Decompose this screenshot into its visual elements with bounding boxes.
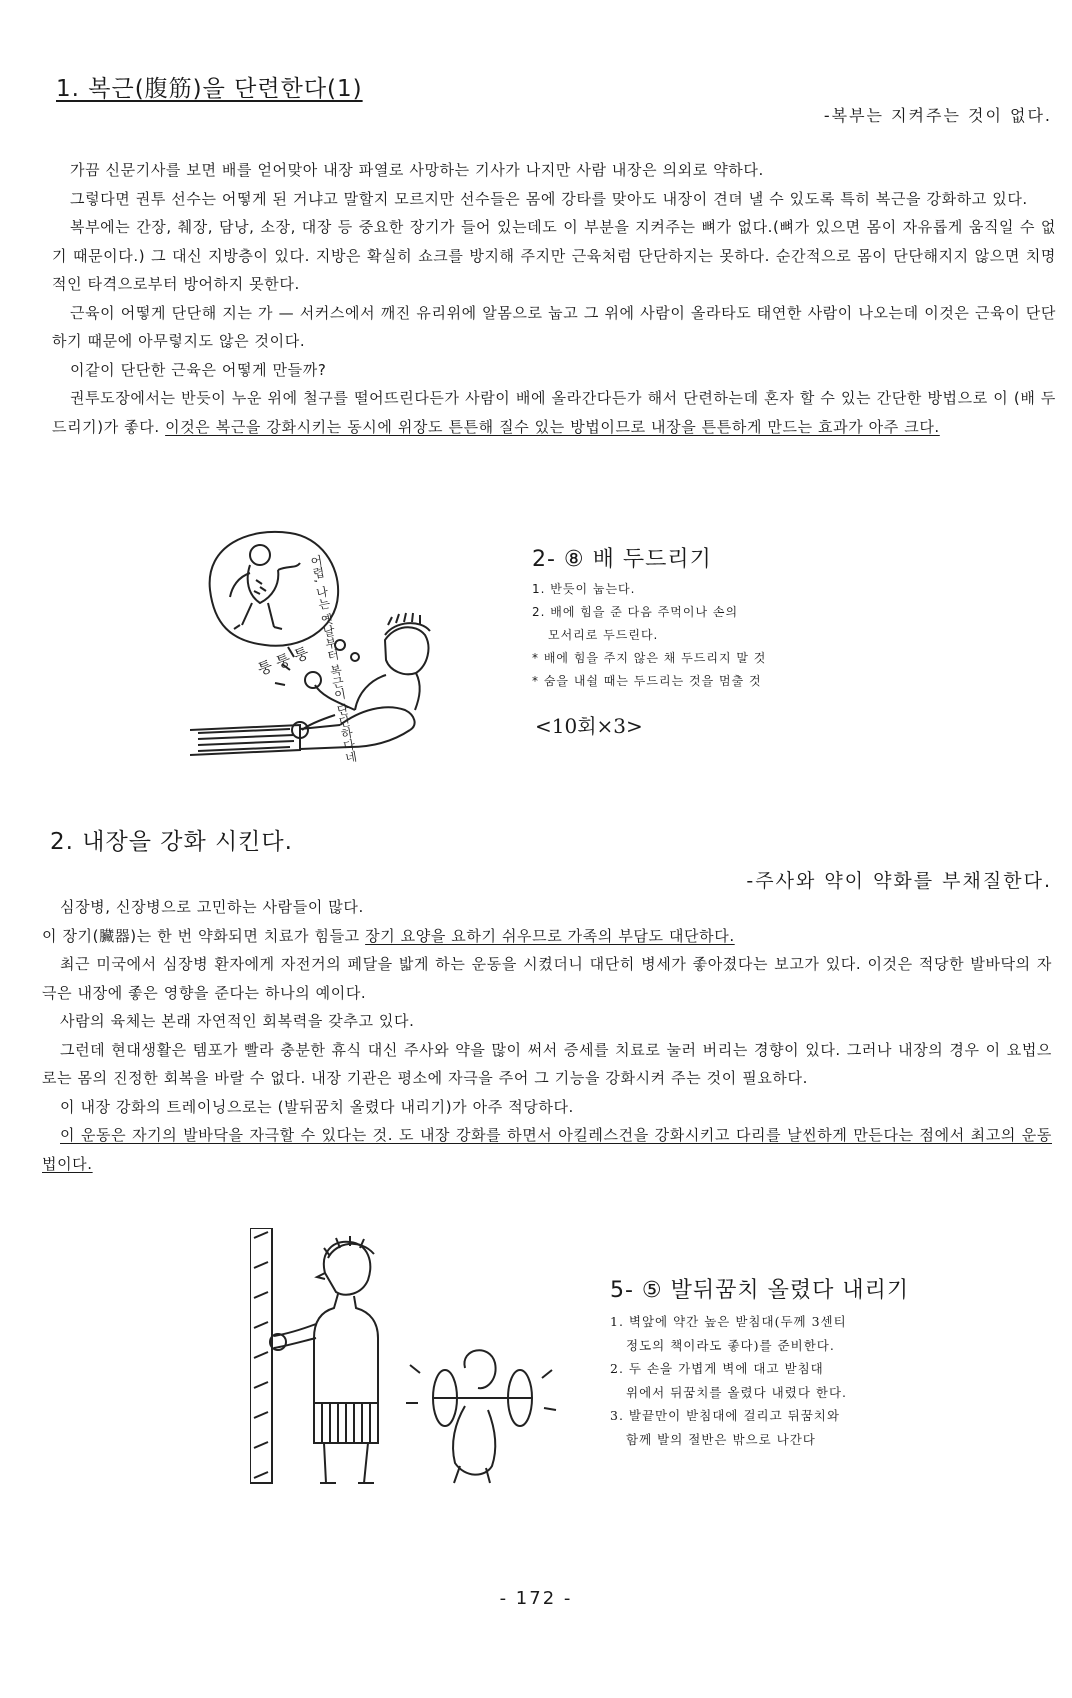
step: 3. 발끝만이 받침대에 걸리고 뒤꿈치와 (610, 1408, 840, 1423)
step: 함께 발의 절반은 밖으로 나간다 (626, 1431, 816, 1447)
paragraph: 그런데 현대생활은 템포가 빨라 충분한 휴식 대신 주사와 약을 많이 써서 증세를 치료로 눌러 버리는 경향이 있다. 그러나 내장의 경우 이 요법으로는 몸의 진정한 회복을 바랄 수 없다. 내장 기관은 평소에 자극을 주어 그 기능을 강화시켜 주는 것이 필요하다. (42, 1040, 1052, 1087)
paragraph: 그렇다면 권투 선수는 어떻게 된 거냐고 말할지 모르지만 선수들은 몸에 강타를 맞아도 내장이 견뎌 낼 수 있도록 특히 복근을 강화하고 있다. (70, 189, 1028, 208)
paragraph: 심장병, 신장병으로 고민하는 사람들이 많다. (60, 898, 364, 916)
step: * 배에 힘을 주지 않은 채 두드리지 말 것 (532, 651, 767, 665)
exercise2-title: 5- ⑤ 발뒤꿈치 올렸다 내리기 (610, 1278, 910, 1303)
paragraph: 사람의 육체는 본래 자연적인 회복력을 갖추고 있다. (60, 1012, 415, 1030)
exercise1-steps (532, 578, 766, 693)
exercise1-reps: <10회×3> (535, 714, 643, 738)
section2-title: 2. 내장을 강화 시킨다. (50, 829, 293, 855)
step: 위에서 뒤꿈치를 올렸다 내렸다 한다. (626, 1384, 847, 1400)
section1-title: 1. 복근(腹筋)을 단련한다(1) (56, 76, 363, 102)
paragraph: 복부에는 간장, 췌장, 담낭, 소장, 대장 등 중요한 장기가 들어 있는데도 이 부분을 지켜주는 뼈가 없다.(뼈가 있으면 몸이 자유롭게 움직일 수 없기 때문이다.) 그 대신 지방층이 있다. 지방은 확실히 쇼크를 방지해 주지만 근육처럼 단단하지는 못하다. 순간적으로 몸이 단단해지지 않으면 치명적인 타격으로부터 방어하지 못한다. (52, 218, 1056, 293)
section2-body (42, 893, 1052, 1178)
sound-effect-text: 퉁 퉁 퉁 (255, 643, 312, 679)
paragraph (42, 922, 1052, 951)
step: 2. 배에 힘을 준 다음 주먹이나 손의 (532, 605, 739, 619)
paragraph: 이같이 단단한 근육은 어떻게 만들까? (70, 360, 327, 379)
paragraph-plain: 권투도장에서는 반듯이 누운 위에 철구를 떨어뜨린다든가 사람이 배에 올라간다든가 해서 단련하는데 혼자 할 수 있는 간단한 방법으로 이 (배 두드리기)가 좋다. (52, 389, 1056, 436)
step: 모서리로 두드린다. (548, 628, 659, 642)
paragraph: 이 내장 강화의 트레이닝으로는 (발뒤꿈치 올렸다 내리기)가 아주 적당하다. (60, 1097, 574, 1116)
exercise1-title: 2- ⑧ 배 두드리기 (532, 547, 712, 572)
paragraph-underlined: 이것은 복근을 강화시키는 동시에 위장도 튼튼해 질수 있는 방법이므로 내장을 튼튼하게 만드는 효과가 아주 크다. (165, 417, 940, 436)
step: * 숨을 내쉴 때는 두드리는 것을 멈출 것 (532, 674, 762, 688)
paragraph-underlined: 이 운동은 자기의 발바닥을 자극할 수 있다는 것. 도 내장 강화를 하면서 아킬레스건을 강화시키고 다리를 날씬하게 만든다는 점에서 최고의 운동법이다. (42, 1126, 1052, 1173)
step: 2. 두 손을 가볍게 벽에 대고 받침대 (610, 1361, 824, 1376)
section1-body (52, 156, 1056, 441)
section1-subtitle: -복부는 지켜주는 것이 없다. (823, 106, 1052, 125)
belly-tapping-illustration (190, 525, 490, 820)
step: 1. 반듯이 눕는다. (532, 582, 636, 596)
cartoon-caption: 어렵, 나는 옛날부터 복근이 단단하다네 (308, 553, 359, 765)
step: 정도의 책이라도 좋다)를 준비한다. (626, 1337, 835, 1353)
paragraph-underlined: 장기 요양을 요하기 쉬우므로 가족의 부담도 대단하다. (365, 926, 735, 945)
exercise2-steps (610, 1310, 847, 1451)
paragraph: 최근 미국에서 심장병 환자에게 자전거의 페달을 밟게 하는 운동을 시켰더니 대단히 병세가 좋아졌다는 보고가 있다. 이것은 적당한 발바닥의 자극은 내장에 좋은 영향을 준다는 하나의 예이다. (42, 955, 1052, 1002)
page-number: - 172 - (499, 1588, 573, 1609)
paragraph: 가끔 신문기사를 보면 배를 얻어맞아 내장 파열로 사망하는 기사가 나지만 사람 내장은 의외로 약하다. (70, 161, 764, 179)
section2-subtitle: -주사와 약이 약화를 부채질한다. (746, 870, 1052, 892)
paragraph: 근육이 어떻게 단단해 지는 가 — 서커스에서 깨진 유리위에 알몸으로 눕고 그 위에 사람이 올라타도 태연한 사람이 나오는데 이것은 근육이 단단하기 때문에 아무렇지도 않은 것이다. (52, 303, 1056, 350)
paragraph (52, 384, 1056, 441)
step: 1. 벽앞에 약간 높은 받침대(두께 3센티 (610, 1314, 847, 1329)
paragraph-plain: 이 장기(臟器)는 한 번 약화되면 치료가 힘들고 (42, 926, 366, 945)
heel-raise-illustration (250, 1228, 590, 1498)
